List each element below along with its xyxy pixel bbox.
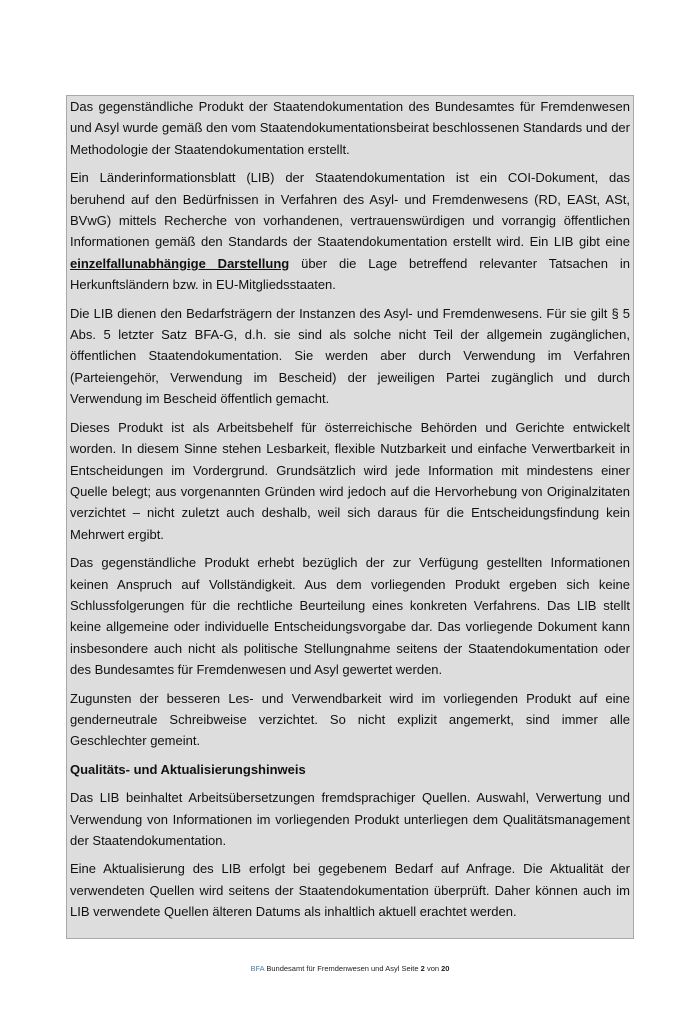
paragraph: Das gegenständliche Produkt der Staatendokumentation des Bundesamtes für Fremdenwesen und Asyl wurde gemäß den vom Staatendokumentationsbeirat beschlossenen Standards und der Methodologie der Staatendokumentation erstellt. xyxy=(70,99,630,157)
footer-org: Bundesamt für Fremdenwesen und Asyl xyxy=(266,963,400,973)
paragraph: Das LIB beinhaltet Arbeitsübersetzungen fremdsprachiger Quellen. Auswahl, Verwertung und Verwendung von Informationen im vorliegenden Produkt unterliegen dem Qualitätsmanagement der Staatendokumentation. xyxy=(70,790,630,848)
footer-page-label: Seite xyxy=(401,963,419,973)
footer-of-label: von xyxy=(426,963,440,973)
paragraph-text: Ein Länderinformationsblatt (LIB) der Staatendokumentation ist ein COI-Dokument, das beruhend auf den Bedürfnissen in Verfahren des Asyl- und Fremdenwesens (RD, EASt, ASt, BVwG) mittels Recherche von vorhandenen, vertrauenswürdigen und vorrangig öffentlichen Informationen gemäß den Standards der Staatendokumentation erstellt wird. Ein LIB gibt eine xyxy=(70,170,630,250)
page-footer xyxy=(0,963,700,975)
bfa-logo: BFA xyxy=(250,963,265,973)
disclaimer-box xyxy=(66,95,634,939)
paragraph: Das gegenständliche Produkt erhebt bezüglich der zur Verfügung gestellten Informationen keinen Anspruch auf Vollständigkeit. Aus dem vorliegenden Produkt ergeben sich keine Schlussfolgerungen für die rechtliche Beurteilung eines konkreten Verfahrens. Das LIB stellt keine allgemeine oder individuelle Entscheidungsvorgabe dar. Das vorliegende Dokument kann insbesondere auch nicht als politische Stellungnahme seitens der Staatendokumentation oder des Bundesamtes für Fremdenwesen und Asyl gewertet werden. xyxy=(70,555,630,678)
paragraph: Eine Aktualisierung des LIB erfolgt bei gegebenem Bedarf auf Anfrage. Die Aktualität der verwendeten Quellen wird seitens der Staatendokumentation überprüft. Daher können auch im LIB verwendete Quellen älteren Datums als inhaltlich aktuell erachtet werden. xyxy=(70,861,630,920)
section-heading: Qualitäts- und Aktualisierungshinweis xyxy=(70,761,306,777)
paragraph: Zugunsten der besseren Les- und Verwendbarkeit wird im vorliegenden Produkt auf eine genderneutrale Schreibweise verzichtet. So nicht explizit angemerkt, sind immer alle Geschlechter gemeint. xyxy=(70,690,630,749)
paragraph xyxy=(70,167,630,295)
footer-page-number: 2 xyxy=(420,963,425,973)
paragraph: Die LIB dienen den Bedarfsträgern der Instanzen des Asyl- und Fremdenwesens. Für sie gilt § 5 Abs. 5 letzter Satz BFA-G, d.h. sie sind als solche nicht Teil der allgemein zugänglichen, öffentlichen Staatendokumentation. Sie werden aber durch Verwendung im Verfahren (Parteiengehör, Verwendung im Bescheid) der jeweiligen Partei zugänglich und durch Verwendung im Bescheid öffentlich gemacht. xyxy=(70,305,630,407)
footer-page-total: 20 xyxy=(441,963,450,973)
paragraph-text: über die Lage betreffend relevanter Tatsachen in Herkunftsländern bzw. in EU-Mitgliedsstaaten. xyxy=(70,255,630,293)
emphasis-text: einzelfallunabhängige Darstellung xyxy=(70,255,290,271)
paragraph: Dieses Produkt ist als Arbeitsbehelf für österreichische Behörden und Gerichte entwickelt worden. In diesem Sinne stehen Lesbarkeit, flexible Nutzbarkeit und einfache Verwertbarkeit in Entscheidungen im Vordergrund. Grundsätzlich wird jede Information mit mindestens einer Quelle belegt; aus vorgenannten Gründen wird jedoch auf die Hervorhebung von Originalzitaten verzichtet – nicht zuletzt auch deshalb, weil sich daraus für die Entscheidungsfindung kein Mehrwert ergibt. xyxy=(70,419,630,542)
